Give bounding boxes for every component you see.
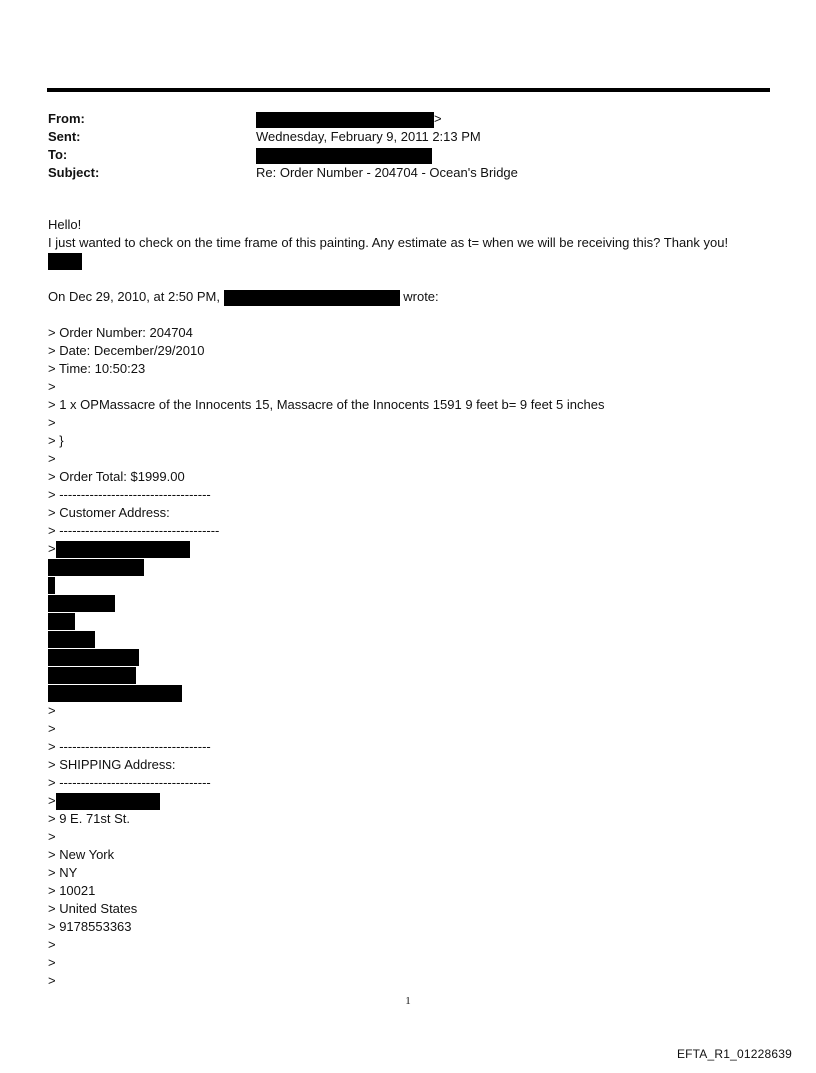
- message-text: I just wanted to check on the time frame of this painting. Any estimate as t= when we will be receiving this? Thank you!: [48, 235, 729, 250]
- redaction-box: [48, 631, 95, 648]
- quote-intro: [48, 288, 778, 306]
- quoted-shipping-label: > SHIPPING Address:: [48, 757, 176, 772]
- quoted-city: > New York: [48, 847, 115, 862]
- quoted-shipping-name: [48, 792, 778, 810]
- customer-address-redaction: [48, 594, 778, 612]
- quote-marker: >: [48, 793, 56, 808]
- from-row: [48, 110, 768, 128]
- header-rule: [47, 88, 770, 92]
- quoted-phone: > 9178553363: [48, 919, 132, 934]
- quoted-blank: >: [48, 955, 56, 970]
- quote-marker: >: [48, 541, 56, 556]
- document-stamp: EFTA_R1_01228639: [676, 1047, 792, 1061]
- customer-address-redaction: [48, 576, 778, 594]
- redaction-box: [48, 577, 55, 594]
- redaction-box: [48, 667, 136, 684]
- customer-address-redaction: [48, 648, 778, 666]
- sent-value: Wednesday, February 9, 2011 2:13 PM: [256, 129, 481, 144]
- quoted-divider: > -----------------------------------: [48, 487, 211, 502]
- quoted-item: > 1 x OPMassacre of the Innocents 15, Massacre of the Innocents 1591 9 feet b= 9 feet 5 inches: [48, 397, 605, 412]
- quoted-divider: > -----------------------------------: [48, 739, 211, 754]
- subject-row: [48, 164, 768, 182]
- redaction-box: [48, 685, 182, 702]
- subject-value: Re: Order Number - 204704 - Ocean's Bridge: [256, 165, 518, 180]
- quoted-divider: > -----------------------------------: [48, 775, 211, 790]
- quoted-blank: >: [48, 721, 56, 736]
- quoted-blank: >: [48, 451, 56, 466]
- to-label: To:: [48, 147, 68, 162]
- to-value: [256, 146, 432, 164]
- email-body: [48, 216, 778, 990]
- from-suffix: >: [434, 111, 442, 126]
- quoted-blank: >: [48, 703, 56, 718]
- subject-label: Subject:: [48, 165, 100, 180]
- redaction-box: [48, 613, 75, 630]
- redaction-box: [48, 559, 144, 576]
- quoted-divider: > -------------------------------------: [48, 523, 220, 538]
- redaction-box: [48, 253, 82, 270]
- redaction-box: [48, 595, 115, 612]
- quoted-order-number: > Order Number: 204704: [48, 325, 193, 340]
- redaction-box: [224, 290, 400, 306]
- quoted-customer-name: [48, 540, 778, 558]
- customer-address-redaction: [48, 558, 778, 576]
- customer-address-redaction: [48, 684, 778, 702]
- redaction-box: [256, 148, 432, 164]
- redaction-box: [56, 793, 160, 810]
- quoted-order-total: > Order Total: $1999.00: [48, 469, 185, 484]
- quoted-time: > Time: 10:50:23: [48, 361, 146, 376]
- quoted-blank: >: [48, 379, 56, 394]
- from-label: From:: [48, 111, 85, 126]
- signature-redaction: [48, 252, 778, 270]
- from-value: [256, 110, 442, 128]
- quoted-blank: >: [48, 937, 56, 952]
- sent-row: [48, 128, 768, 146]
- quoted-blank: >: [48, 973, 56, 988]
- quoted-country: > United States: [48, 901, 138, 916]
- quoted-zip: > 10021: [48, 883, 96, 898]
- page-number: 1: [405, 995, 411, 1007]
- customer-address-redaction: [48, 612, 778, 630]
- quoted-brace: > }: [48, 433, 64, 448]
- redaction-box: [48, 649, 139, 666]
- sent-label: Sent:: [48, 129, 81, 144]
- to-row: [48, 146, 768, 164]
- quoted-blank: >: [48, 415, 56, 430]
- customer-address-redaction: [48, 630, 778, 648]
- quote-intro-suffix: wrote:: [403, 289, 439, 304]
- quote-intro-prefix: On Dec 29, 2010, at 2:50 PM,: [48, 289, 220, 304]
- customer-address-redaction: [48, 666, 778, 684]
- quoted-street: > 9 E. 71st St.: [48, 811, 131, 826]
- quoted-date: > Date: December/29/2010: [48, 343, 205, 358]
- quoted-state: > NY: [48, 865, 78, 880]
- email-header: [48, 110, 768, 182]
- redaction-box: [56, 541, 190, 558]
- greeting: Hello!: [48, 217, 82, 232]
- quoted-blank: >: [48, 829, 56, 844]
- quoted-customer-label: > Customer Address:: [48, 505, 170, 520]
- redaction-box: [256, 112, 434, 128]
